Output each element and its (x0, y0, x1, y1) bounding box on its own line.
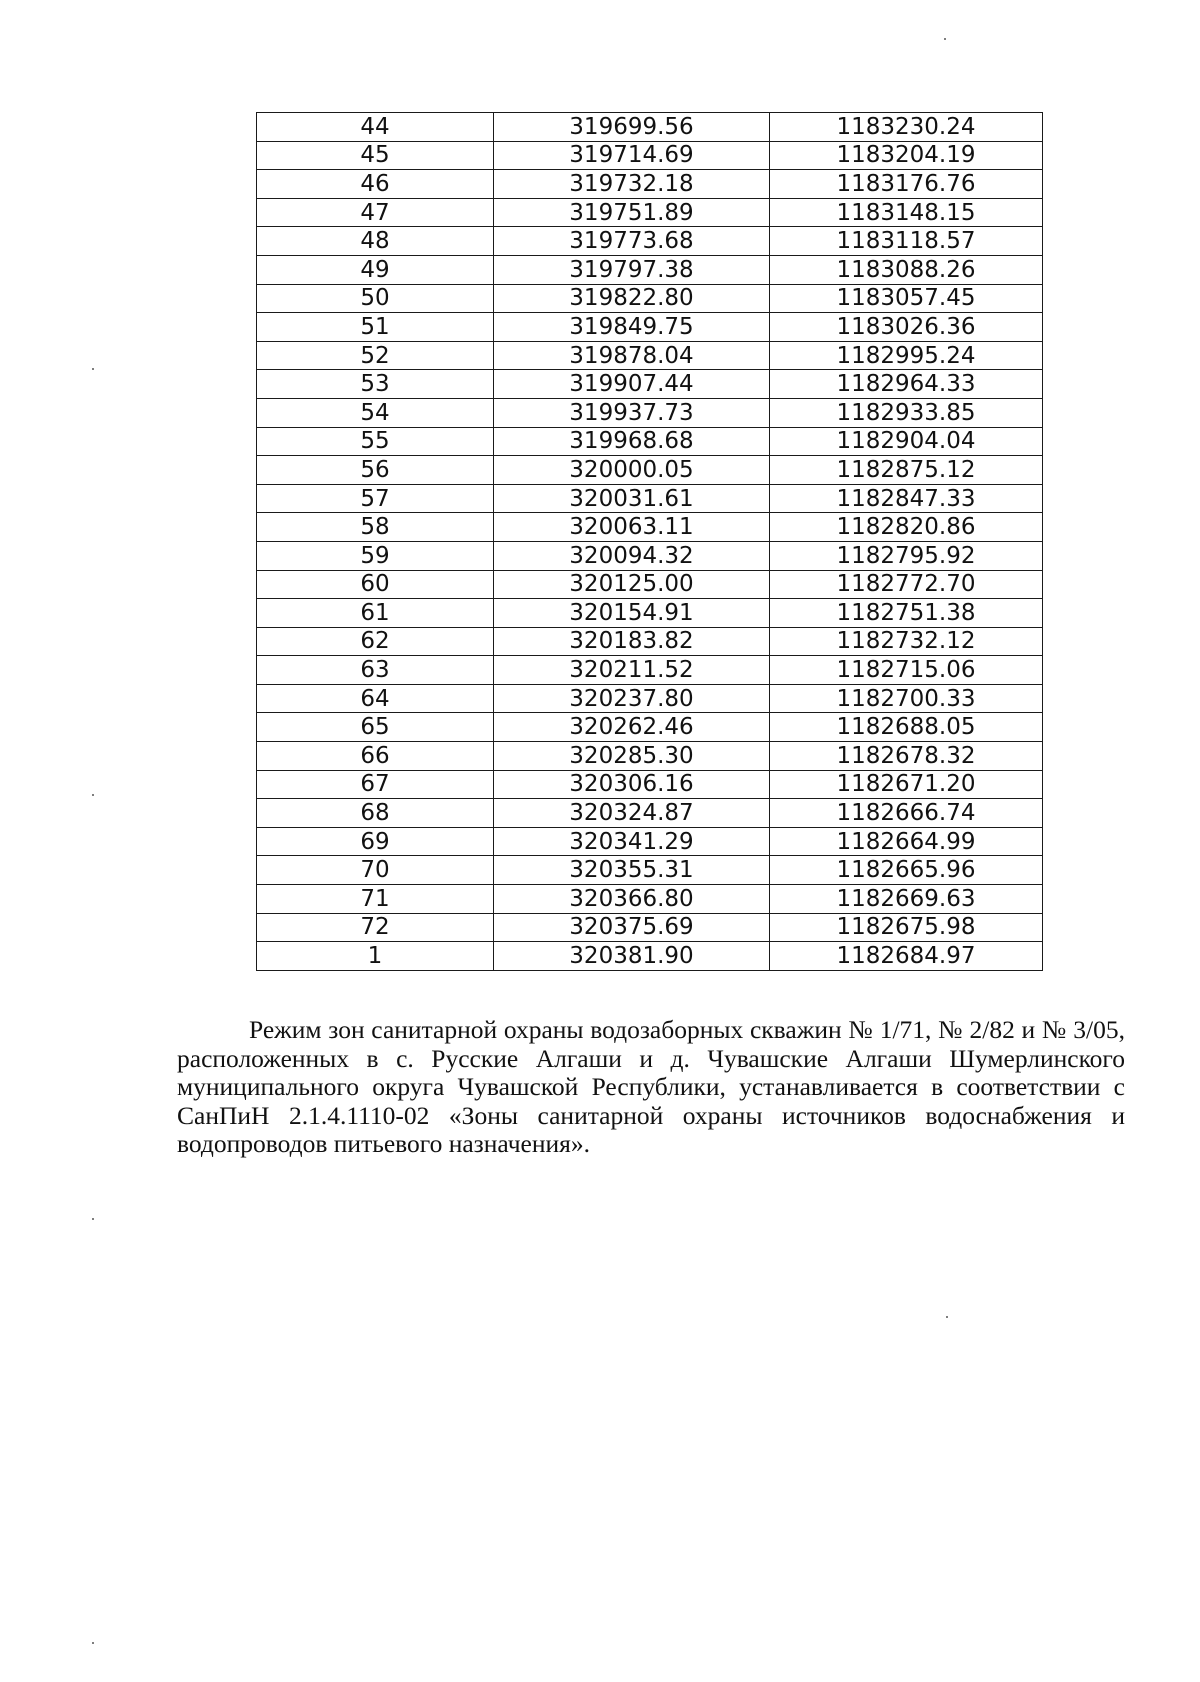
table-row (257, 656, 1043, 685)
y-coordinate-cell: 1182675.98 (770, 913, 1043, 942)
point-number-cell: 55 (257, 427, 494, 456)
table-row (257, 313, 1043, 342)
y-coordinate-cell: 1182904.04 (770, 427, 1043, 456)
table-row (257, 770, 1043, 799)
x-coordinate-cell: 320262.46 (494, 713, 770, 742)
table-row (257, 513, 1043, 542)
table-row (257, 627, 1043, 656)
y-coordinate-cell: 1182688.05 (770, 713, 1043, 742)
table-row (257, 742, 1043, 771)
x-coordinate-cell: 320285.30 (494, 742, 770, 771)
table-row (257, 341, 1043, 370)
x-coordinate-cell: 320063.11 (494, 513, 770, 542)
y-coordinate-cell: 1182666.74 (770, 799, 1043, 828)
y-coordinate-cell: 1182732.12 (770, 627, 1043, 656)
x-coordinate-cell: 319797.38 (494, 255, 770, 284)
x-coordinate-cell: 320000.05 (494, 456, 770, 485)
y-coordinate-cell: 1183026.36 (770, 313, 1043, 342)
point-number-cell: 52 (257, 341, 494, 370)
point-number-cell: 66 (257, 742, 494, 771)
point-number-cell: 69 (257, 827, 494, 856)
point-number-cell: 53 (257, 370, 494, 399)
sanitary-zone-paragraph (177, 1016, 1125, 1159)
x-coordinate-cell: 319878.04 (494, 341, 770, 370)
table-row (257, 885, 1043, 914)
x-coordinate-cell: 320094.32 (494, 541, 770, 570)
x-coordinate-cell: 320324.87 (494, 799, 770, 828)
y-coordinate-cell: 1182820.86 (770, 513, 1043, 542)
x-coordinate-cell: 320237.80 (494, 684, 770, 713)
x-coordinate-cell: 319822.80 (494, 284, 770, 313)
point-number-cell: 67 (257, 770, 494, 799)
y-coordinate-cell: 1182665.96 (770, 856, 1043, 885)
table-row (257, 570, 1043, 599)
x-coordinate-cell: 320366.80 (494, 885, 770, 914)
table-row (257, 427, 1043, 456)
y-coordinate-cell: 1182772.70 (770, 570, 1043, 599)
table-row (257, 255, 1043, 284)
table-row (257, 856, 1043, 885)
y-coordinate-cell: 1183148.15 (770, 198, 1043, 227)
x-coordinate-cell: 319773.68 (494, 227, 770, 256)
point-number-cell: 46 (257, 170, 494, 199)
point-number-cell: 56 (257, 456, 494, 485)
table-row (257, 113, 1043, 142)
table-row (257, 484, 1043, 513)
y-coordinate-cell: 1182671.20 (770, 770, 1043, 799)
x-coordinate-cell: 320341.29 (494, 827, 770, 856)
y-coordinate-cell: 1182995.24 (770, 341, 1043, 370)
x-coordinate-cell: 320183.82 (494, 627, 770, 656)
point-number-cell: 64 (257, 684, 494, 713)
scan-speck (92, 1218, 94, 1220)
point-number-cell: 68 (257, 799, 494, 828)
table-row (257, 398, 1043, 427)
point-number-cell: 54 (257, 398, 494, 427)
coordinates-table-body (257, 113, 1043, 971)
y-coordinate-cell: 1182847.33 (770, 484, 1043, 513)
point-number-cell: 59 (257, 541, 494, 570)
x-coordinate-cell: 320211.52 (494, 656, 770, 685)
coordinates-table (256, 112, 1043, 971)
table-row (257, 942, 1043, 971)
table-row (257, 284, 1043, 313)
y-coordinate-cell: 1182964.33 (770, 370, 1043, 399)
x-coordinate-cell: 320031.61 (494, 484, 770, 513)
point-number-cell: 45 (257, 141, 494, 170)
scan-speck (92, 368, 94, 370)
y-coordinate-cell: 1182664.99 (770, 827, 1043, 856)
point-number-cell: 51 (257, 313, 494, 342)
scan-speck (946, 1316, 948, 1318)
point-number-cell: 49 (257, 255, 494, 284)
point-number-cell: 62 (257, 627, 494, 656)
y-coordinate-cell: 1182751.38 (770, 599, 1043, 628)
x-coordinate-cell: 320381.90 (494, 942, 770, 971)
point-number-cell: 1 (257, 942, 494, 971)
table-row (257, 170, 1043, 199)
point-number-cell: 60 (257, 570, 494, 599)
point-number-cell: 61 (257, 599, 494, 628)
y-coordinate-cell: 1183057.45 (770, 284, 1043, 313)
point-number-cell: 63 (257, 656, 494, 685)
y-coordinate-cell: 1182684.97 (770, 942, 1043, 971)
point-number-cell: 70 (257, 856, 494, 885)
x-coordinate-cell: 319907.44 (494, 370, 770, 399)
y-coordinate-cell: 1182678.32 (770, 742, 1043, 771)
table-row (257, 141, 1043, 170)
y-coordinate-cell: 1183230.24 (770, 113, 1043, 142)
y-coordinate-cell: 1183088.26 (770, 255, 1043, 284)
table-row (257, 599, 1043, 628)
table-row (257, 799, 1043, 828)
y-coordinate-cell: 1183204.19 (770, 141, 1043, 170)
scan-speck (944, 38, 946, 40)
paragraph-text: Режим зон санитарной охраны водозаборных скважин № 1/71, № 2/82 и № 3/05, расположенных в с. Русские Алгаши и д. Чувашские Алгаши Шумерлинского муниципального округа Чувашской Республики, устанавливается в соответствии с СанПиН 2.1.4.1110-02 «Зоны санитарной охраны источников водоснабжения и водопроводов питьевого назначения». (177, 1015, 1125, 1158)
point-number-cell: 71 (257, 885, 494, 914)
point-number-cell: 65 (257, 713, 494, 742)
y-coordinate-cell: 1183118.57 (770, 227, 1043, 256)
scan-speck (92, 1642, 94, 1644)
x-coordinate-cell: 319751.89 (494, 198, 770, 227)
x-coordinate-cell: 320355.31 (494, 856, 770, 885)
point-number-cell: 50 (257, 284, 494, 313)
y-coordinate-cell: 1182669.63 (770, 885, 1043, 914)
point-number-cell: 48 (257, 227, 494, 256)
x-coordinate-cell: 320125.00 (494, 570, 770, 599)
table-row (257, 713, 1043, 742)
x-coordinate-cell: 319699.56 (494, 113, 770, 142)
point-number-cell: 58 (257, 513, 494, 542)
table-row (257, 198, 1043, 227)
x-coordinate-cell: 319968.68 (494, 427, 770, 456)
y-coordinate-cell: 1182700.33 (770, 684, 1043, 713)
y-coordinate-cell: 1182933.85 (770, 398, 1043, 427)
table-row (257, 913, 1043, 942)
point-number-cell: 44 (257, 113, 494, 142)
y-coordinate-cell: 1182875.12 (770, 456, 1043, 485)
table-row (257, 456, 1043, 485)
scan-speck (92, 794, 94, 796)
y-coordinate-cell: 1182795.92 (770, 541, 1043, 570)
table-row (257, 684, 1043, 713)
x-coordinate-cell: 319937.73 (494, 398, 770, 427)
point-number-cell: 72 (257, 913, 494, 942)
table-row (257, 827, 1043, 856)
x-coordinate-cell: 320375.69 (494, 913, 770, 942)
x-coordinate-cell: 319849.75 (494, 313, 770, 342)
x-coordinate-cell: 319714.69 (494, 141, 770, 170)
table-row (257, 541, 1043, 570)
table-row (257, 227, 1043, 256)
x-coordinate-cell: 320154.91 (494, 599, 770, 628)
y-coordinate-cell: 1183176.76 (770, 170, 1043, 199)
table-row (257, 370, 1043, 399)
x-coordinate-cell: 319732.18 (494, 170, 770, 199)
y-coordinate-cell: 1182715.06 (770, 656, 1043, 685)
x-coordinate-cell: 320306.16 (494, 770, 770, 799)
point-number-cell: 57 (257, 484, 494, 513)
point-number-cell: 47 (257, 198, 494, 227)
